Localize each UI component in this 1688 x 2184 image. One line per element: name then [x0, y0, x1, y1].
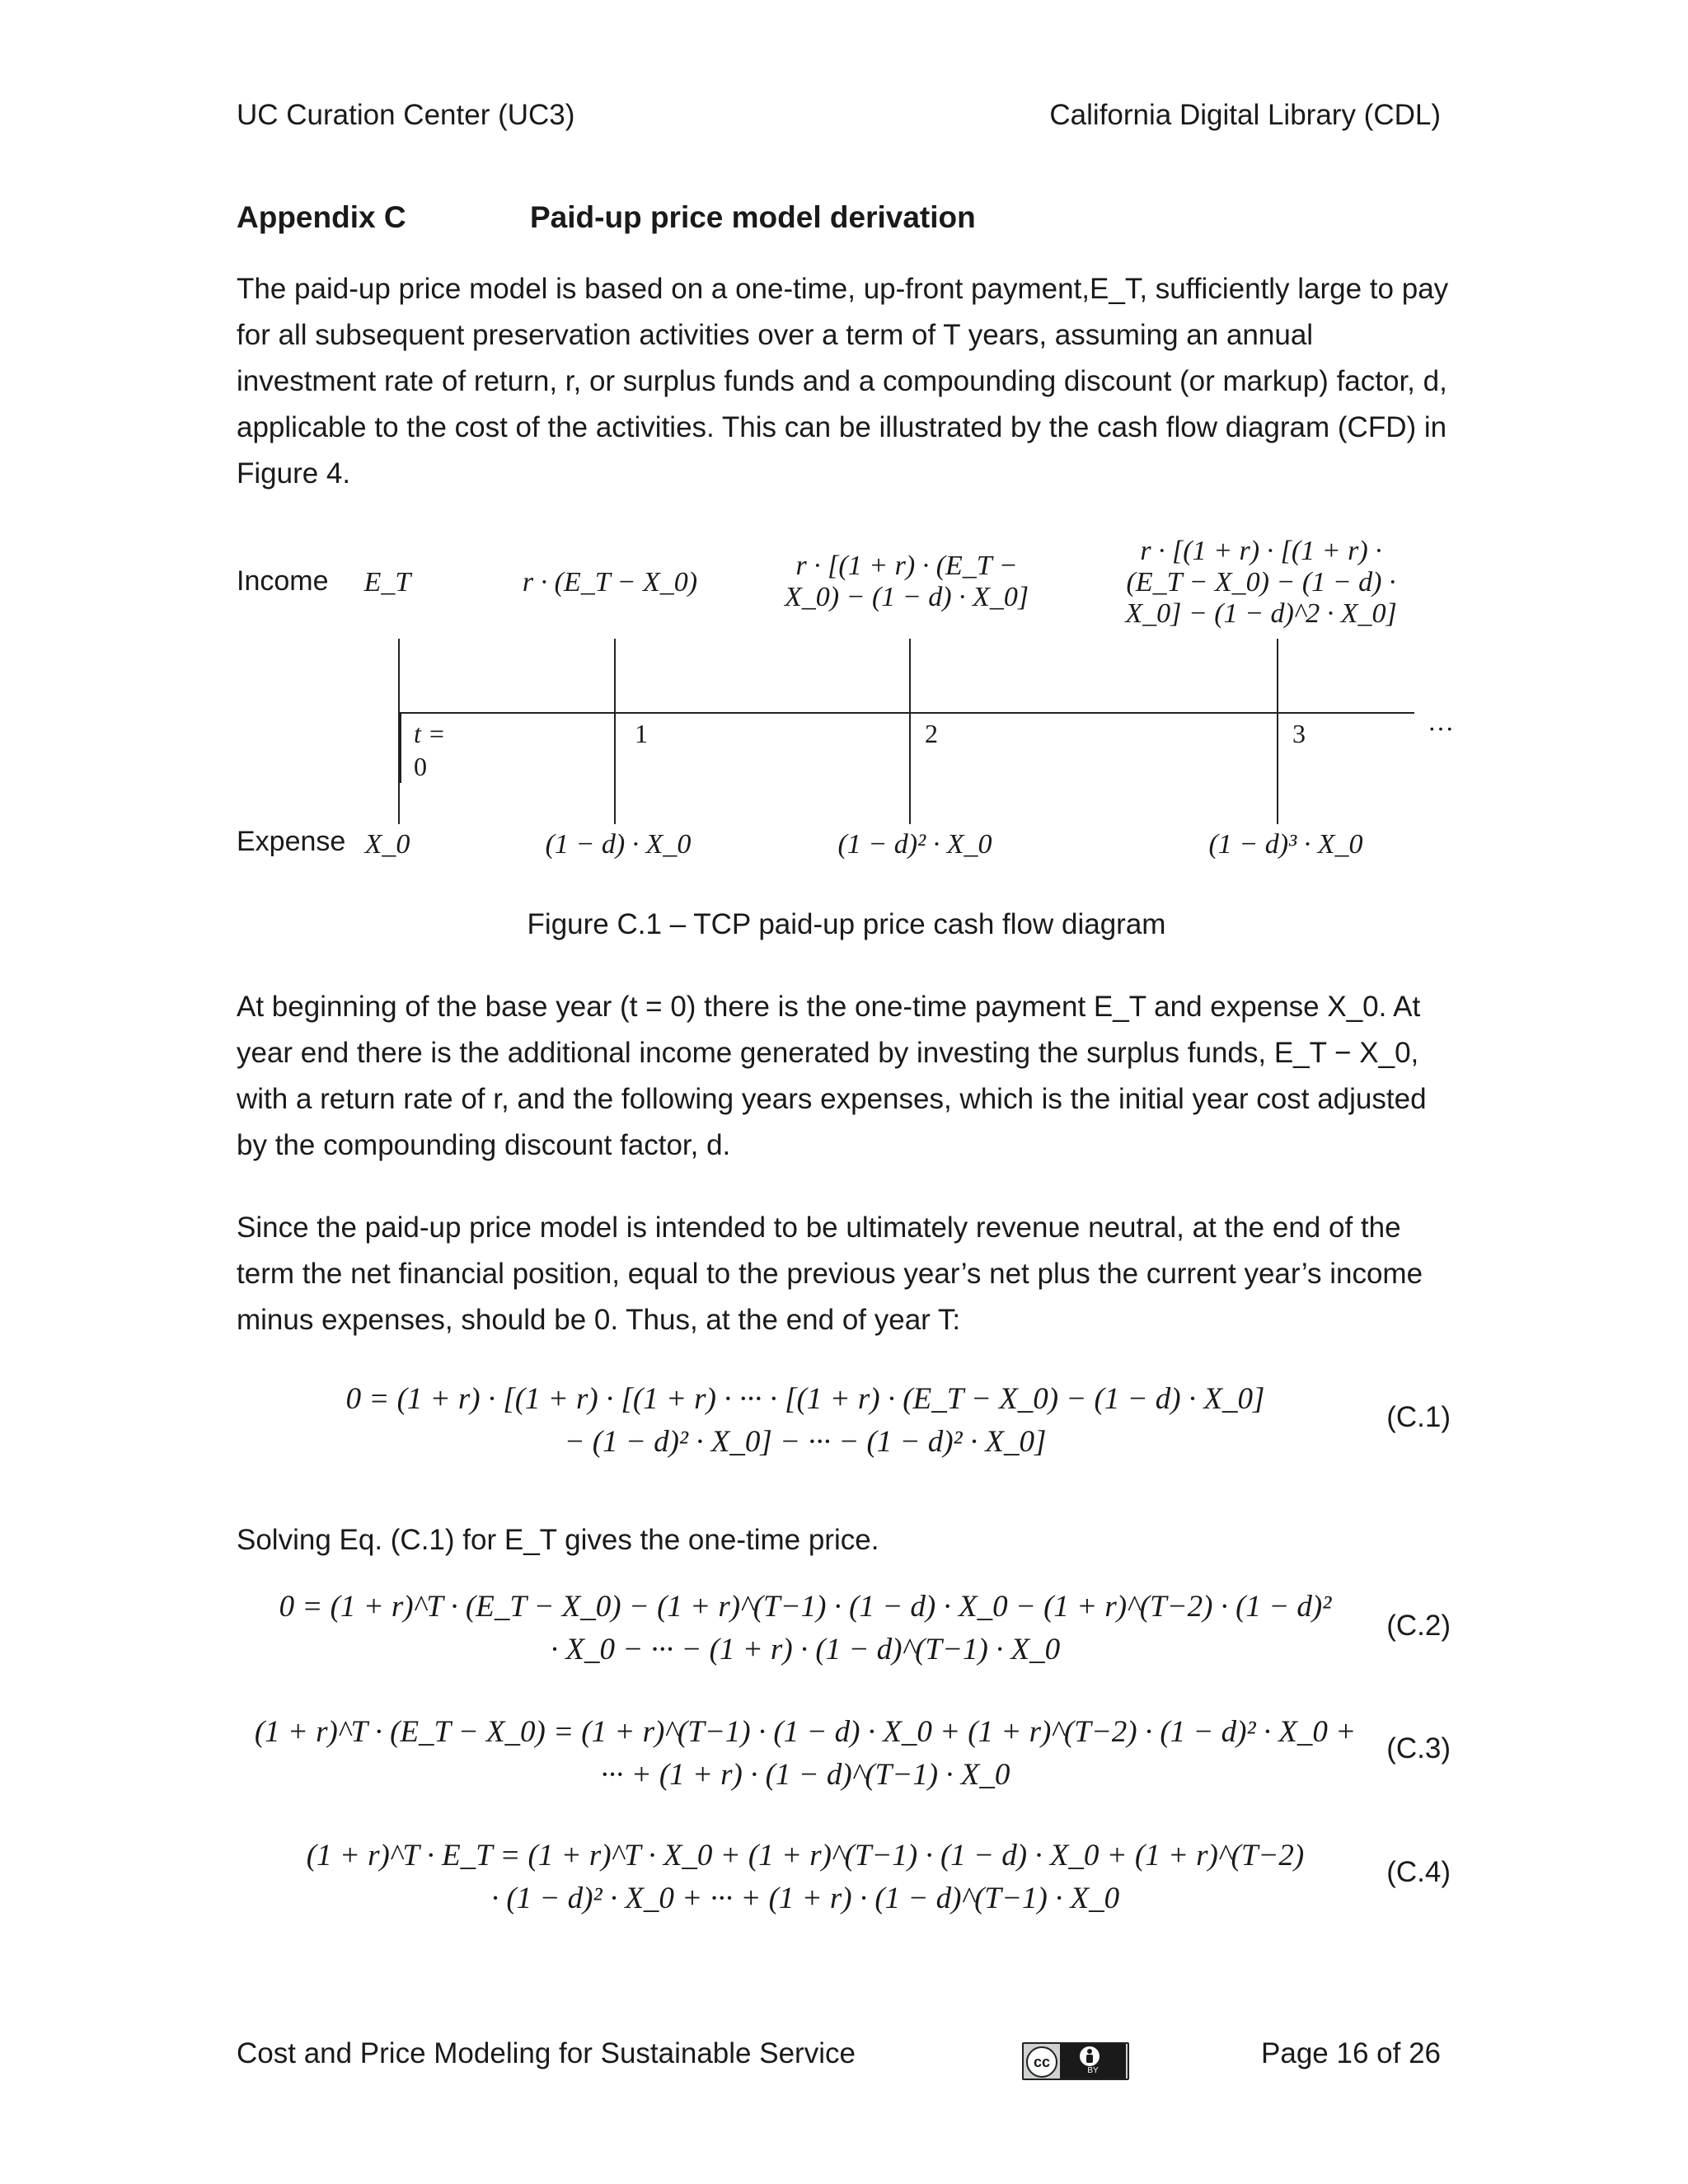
- time-label-3: 3: [1292, 719, 1306, 748]
- equation-c3: (1 + r)^T · (E_T − X_0) = (1 + r)^(T−1) · (1 − d) · X_0 + (1 + r)^(T−2) · (1 − d)² · X_0 + ··· + (1 + r) · (1 − d)^(T−1) · X_0: [254, 1715, 1357, 1792]
- paragraph-4: Solving Eq. (C.1) for E_T gives the one-time price.: [237, 1524, 879, 1556]
- expense-value-3: (1 − d)³ · X_0: [1208, 829, 1363, 860]
- appendix-title: Paid-up price model derivation: [530, 200, 976, 234]
- time-label-2: 2: [925, 719, 938, 748]
- header-right: California Digital Library (CDL): [1049, 99, 1441, 131]
- equation-number-c4: (C.4): [1386, 1856, 1451, 1888]
- cc-icon: cc: [1026, 2046, 1057, 2078]
- equation-number-c2: (C.2): [1386, 1610, 1451, 1642]
- income-value-3: r · [(1 + r) · [(1 + r) · (E_T − X_0) − (1 − d) · X_0] − (1 − d)^2 · X_0]: [1125, 536, 1397, 629]
- header-left: UC Curation Center (UC3): [237, 99, 575, 131]
- equation-number-c3: (C.3): [1386, 1732, 1451, 1765]
- continuation-dots: ···: [1428, 714, 1454, 743]
- time-label-t: t =: [414, 719, 446, 748]
- expense-value-0: X_0: [364, 829, 410, 860]
- income-label: Income: [237, 565, 329, 597]
- equation-number-c1: (C.1): [1386, 1401, 1451, 1433]
- cc-by-license-badge: [1022, 2042, 1129, 2080]
- appendix-label: Appendix C: [237, 200, 406, 234]
- income-value-0: E_T: [363, 567, 411, 598]
- by-label: BY: [1087, 2066, 1099, 2075]
- footer-left: Cost and Price Modeling for Sustainable Service: [237, 2037, 856, 2069]
- footer-right: Page 16 of 26: [1261, 2037, 1441, 2069]
- time-label-1: 1: [635, 719, 648, 748]
- expense-label: Expense: [237, 826, 346, 857]
- income-value-2: r · [(1 + r) · (E_T − X_0) − (1 − d) · X_0]: [784, 551, 1029, 612]
- expense-value-2: (1 − d)² · X_0: [837, 829, 992, 860]
- figure-caption: Figure C.1 – TCP paid-up price cash flow diagram: [527, 908, 1166, 940]
- time-label-0: 0: [414, 752, 427, 781]
- equation-c1: 0 = (1 + r) · [(1 + r) · [(1 + r) · ··· · [(1 + r) · (E_T − X_0) − (1 − d) · X_0] − (1 − d)² · X_0] − ··· − (1 − d)² · X_0]: [345, 1382, 1265, 1459]
- intro-paragraph: The paid-up price model is based on a one-time, up-front payment,E_T, sufficiently large to pay for all subsequent preservation activities over a term of T years, assuming an annual investment rate of return, r, or surplus funds and a compounding discount (or markup) factor, d, applicable to the cost of the activities. This can be illustrated by the cash flow diagram (CFD) in Figure 4.: [237, 273, 1449, 490]
- income-value-1: r · (E_T − X_0): [522, 567, 698, 598]
- equation-c4: (1 + r)^T · E_T = (1 + r)^T · X_0 + (1 + r)^(T−1) · (1 − d) · X_0 + (1 + r)^(T−2) · (1 − d)² · X_0 + ··· + (1 + r) · (1 − d)^(T−1) · X_0: [306, 1839, 1305, 1915]
- person-icon: [1080, 2046, 1100, 2066]
- paragraph-3: Since the paid-up price model is intended to be ultimately revenue neutral, at the end of the term the net financial position, equal to the previous year’s net plus the current year’s income minus expenses, should be 0. Thus, at the end of year T:: [237, 1212, 1423, 1336]
- paragraph-2: At beginning of the base year (t = 0) there is the one-time payment E_T and expense X_0. At year end there is the additional income generated by investing the surplus funds, E_T − X_0, with a return rate of r, and the following years expenses, which is the initial year cost adjusted by the compounding discount factor, d.: [237, 991, 1427, 1161]
- expense-value-1: (1 − d) · X_0: [545, 829, 692, 860]
- equation-c2: 0 = (1 + r)^T · (E_T − X_0) − (1 + r)^(T−1) · (1 − d) · X_0 − (1 + r)^(T−2) · (1 − d)² · X_0 − ··· − (1 + r) · (1 − d)^(T−1) · X_0: [279, 1590, 1332, 1666]
